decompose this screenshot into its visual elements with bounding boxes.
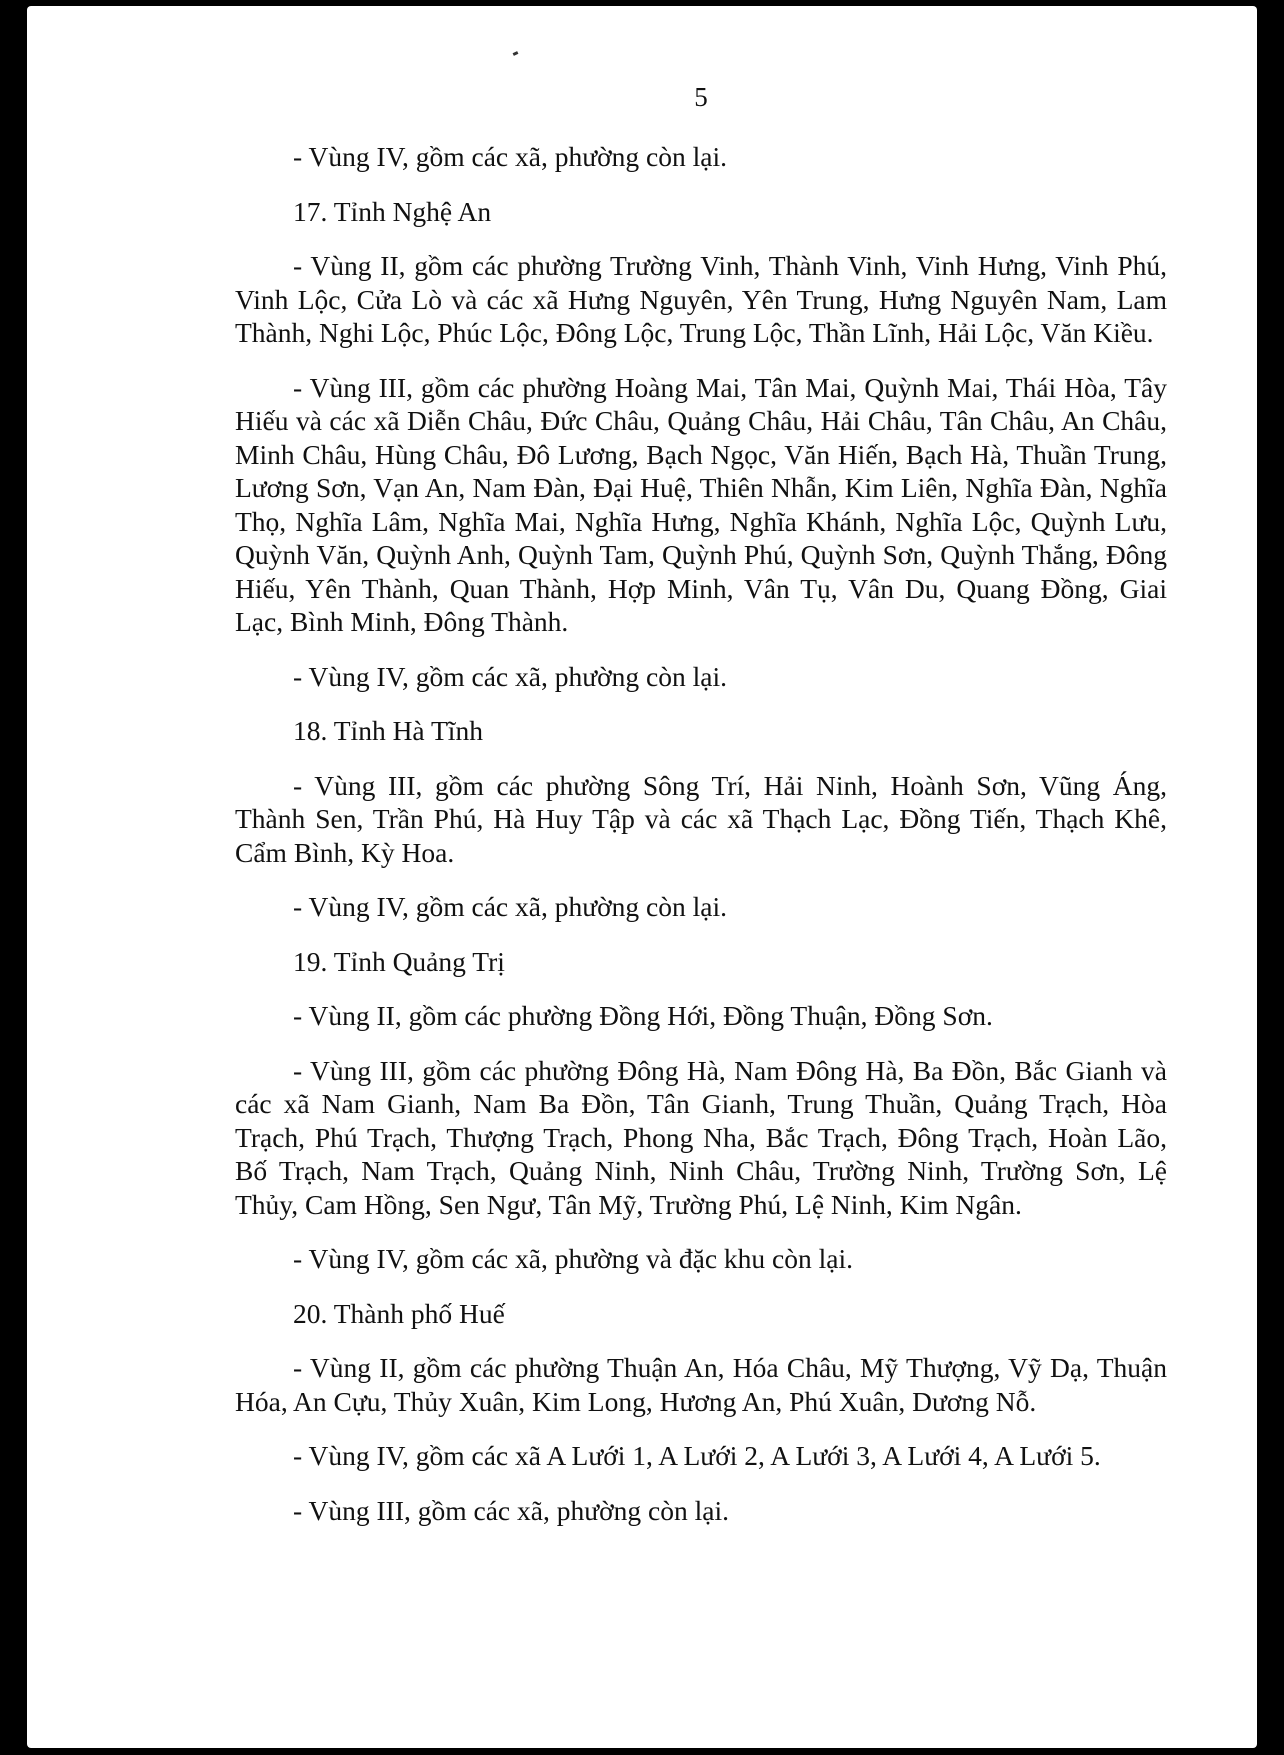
paragraph-hue-vung-ii: - Vùng II, gồm các phường Thuận An, Hóa Châu, Mỹ Thượng, Vỹ Dạ, Thuận Hóa, An Cựu, Thủy Xuân, Kim Long, Hương An, Phú Xuân, Dương Nỗ. bbox=[235, 1352, 1167, 1417]
paragraph-quang-tri-vung-iii: - Vùng III, gồm các phường Đông Hà, Nam Đông Hà, Ba Đồn, Bắc Gianh và các xã Nam Gianh, Nam Ba Đồn, Tân Gianh, Trung Thuần, Quảng Trạch, Hòa Trạch, Phú Trạch, Thượng Trạch, Phong Nha, Bắc Trạch, Đông Trạch, Hoàn Lão, Bố Trạch, Nam Trạch, Quảng Ninh, Ninh Châu, Trường Ninh, Trường Sơn, Lệ Thủy, Cam Hồng, Sen Ngư, Tân Mỹ, Trường Phú, Lệ Ninh, Kim Ngân. bbox=[235, 1054, 1167, 1220]
paragraph-nghe-an-vung-iii: - Vùng III, gồm các phường Hoàng Mai, Tân Mai, Quỳnh Mai, Thái Hòa, Tây Hiếu và các xã Diễn Châu, Đức Châu, Quảng Châu, Hải Châu, Tân Châu, An Châu, Minh Châu, Hùng Châu, Đô Lương, Bạch Ngọc, Văn Hiến, Bạch Hà, Thuần Trung, Lương Sơn, Vạn An, Nam Đàn, Đại Huệ, Thiên Nhẫn, Kim Liên, Nghĩa Đàn, Nghĩa Thọ, Nghĩa Lâm, Nghĩa Mai, Nghĩa Hưng, Nghĩa Khánh, Nghĩa Lộc, Quỳnh Lưu, Quỳnh Văn, Quỳnh Anh, Quỳnh Tam, Quỳnh Phú, Quỳnh Sơn, Quỳnh Thắng, Đông Hiếu, Yên Thành, Quan Thành, Hợp Minh, Vân Tụ, Vân Du, Quang Đồng, Giai Lạc, Bình Minh, Đông Thành. bbox=[235, 371, 1167, 637]
paragraph-quang-tri-vung-ii: - Vùng II, gồm các phường Đồng Hới, Đồng Thuận, Đồng Sơn. bbox=[293, 1000, 993, 1031]
paragraph-ha-tinh-vung-iii: - Vùng III, gồm các phường Sông Trí, Hải Ninh, Hoành Sơn, Vũng Áng, Thành Sen, Trần Phú, Hà Huy Tập và các xã Thạch Lạc, Đồng Tiến, Thạch Khê, Cẩm Bình, Kỳ Hoa. bbox=[235, 769, 1167, 868]
heading-hue: 20. Thành phố Huế bbox=[293, 1297, 505, 1329]
paragraph-hue-vung-iii: - Vùng III, gồm các xã, phường còn lại. bbox=[293, 1494, 729, 1526]
paragraph-vung-iv-prev: - Vùng IV, gồm các xã, phường còn lại. bbox=[293, 141, 727, 172]
text-blocks bbox=[235, 140, 1167, 1548]
paragraph-nghe-an-vung-iv: - Vùng IV, gồm các xã, phường còn lại. bbox=[293, 660, 727, 692]
page-number: 5 bbox=[694, 82, 708, 112]
heading-quang-tri: 19. Tỉnh Quảng Trị bbox=[293, 945, 505, 977]
paragraph-quang-tri-vung-iv: - Vùng IV, gồm các xã, phường và đặc khu còn lại. bbox=[293, 1243, 853, 1274]
paragraph-hue-vung-iv: - Vùng IV, gồm các xã A Lưới 1, A Lưới 2, A Lưới 3, A Lưới 4, A Lưới 5. bbox=[293, 1440, 1101, 1471]
document-page bbox=[27, 6, 1257, 1748]
heading-nghe-an: 17. Tỉnh Nghệ An bbox=[293, 195, 492, 227]
paragraph-nghe-an-vung-ii: - Vùng II, gồm các phường Trường Vinh, Thành Vinh, Vinh Hưng, Vinh Phú, Vinh Lộc, Cửa Lò và các xã Hưng Nguyên, Yên Trung, Hưng Nguyên Nam, Lam Thành, Nghi Lộc, Phúc Lộc, Đông Lộc, Trung Lộc, Thần Lĩnh, Hải Lộc, Văn Kiều. bbox=[235, 250, 1167, 348]
scan-mark bbox=[513, 51, 519, 56]
paragraph-ha-tinh-vung-iv: - Vùng IV, gồm các xã, phường còn lại. bbox=[293, 891, 727, 922]
heading-ha-tinh: 18. Tỉnh Hà Tĩnh bbox=[293, 715, 483, 746]
